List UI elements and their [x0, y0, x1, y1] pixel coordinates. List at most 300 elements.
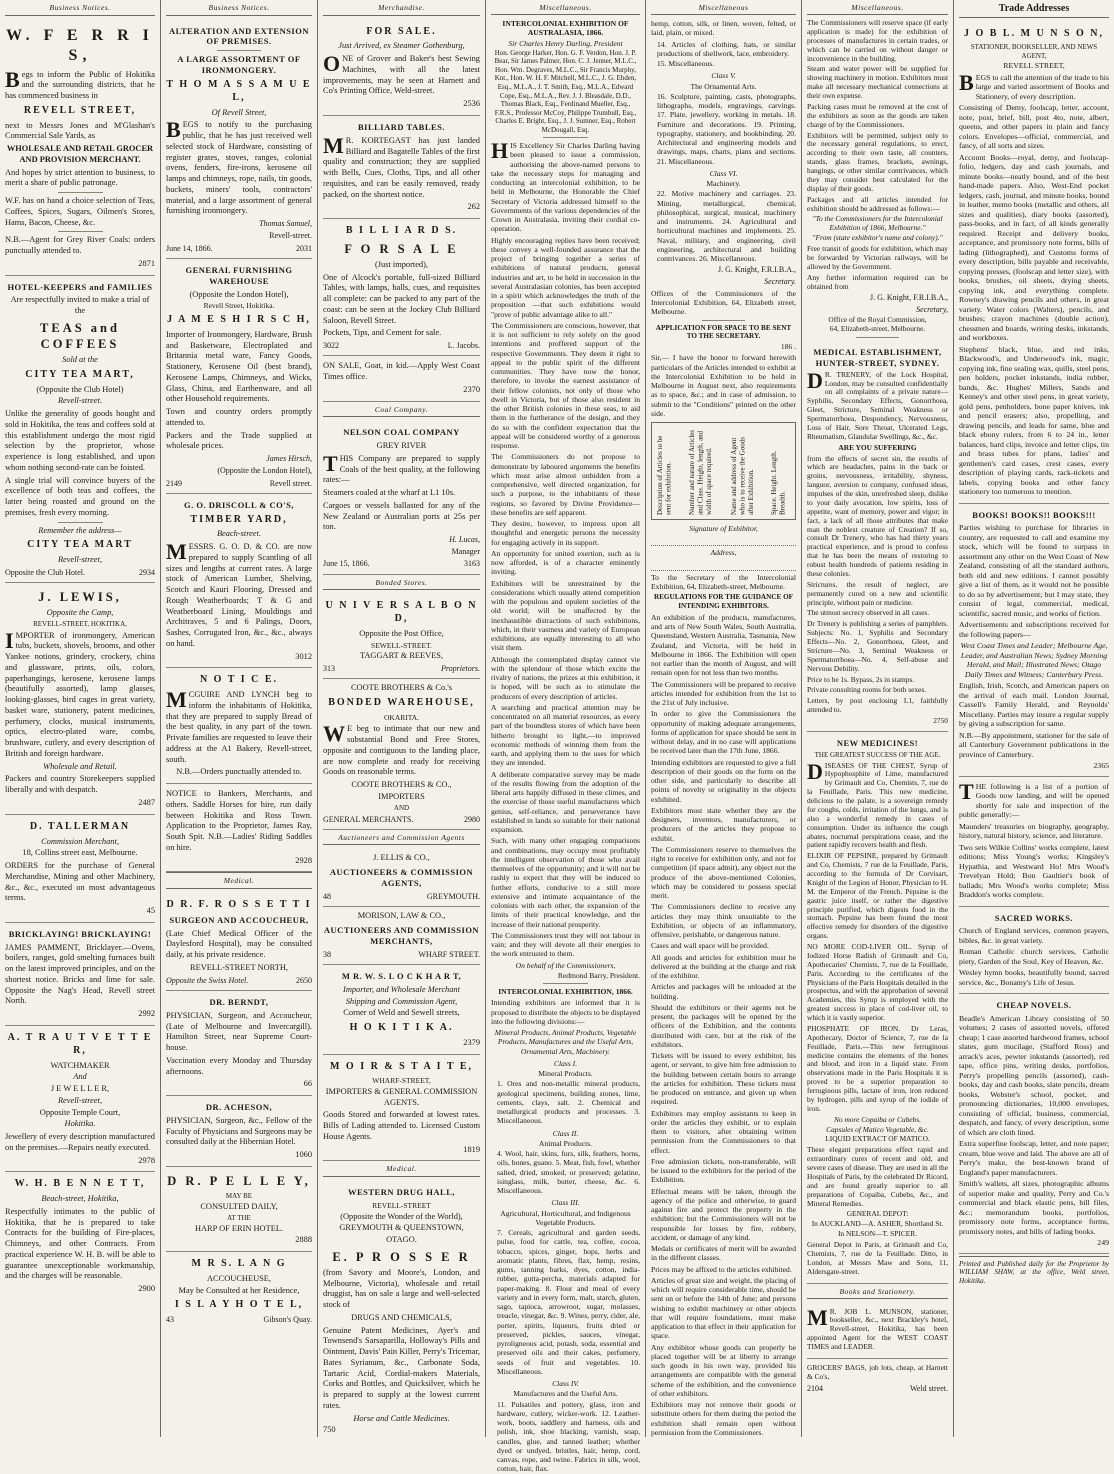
advert-line: REVELL-STREET, HOKITIKA, [33, 619, 127, 628]
regulation: Intending exhibitors are requested to give a full description of their goods on the form on the other side, and particularly to describe all points of novelty or originality in the objects exhibited. [651, 757, 796, 804]
advert-body: Advertisements and subscriptions received for the following papers— [959, 620, 1109, 639]
advert-product: TEAS and COFFEES [40, 320, 120, 351]
advert-sign: L. Jacobs. [447, 341, 480, 351]
advert-footer [323, 892, 480, 902]
advert-body: Church of England services, common prayers, bibles, &c. in great variety. [959, 926, 1109, 945]
advert-body: Beadle's American Library consisting of 50 volumes; 2 cases of assorted novels, offered cheap; 1 case assorted hardwood frames, school slates, gum mucilage, (Stafford Ross) and arrack's aces, pewter inkstands (assorted), red tape, office pins, writing desks, portfolios, Perry's propelling pencils (assorted), cash-books, day and cash books, slate pencils, dream books, Webster's school, pocket, and pronouncing dictionaries, 10,000 envelopes, consisting of official, business, commercial, despatch, and fancy, of every description, some of which are cloth lined. [959, 1013, 1109, 1137]
article-sign: J. G. Knight, F.R.I.B.A., [717, 265, 796, 275]
advert-title: BRICKLAYING! BRICKLAYING! [8, 928, 152, 939]
advert-body: Extra superfine foolscap, letter, and note paper; cream, blue wove and laid. The above are all of Perry's make, the best-known brand of England's paper manufacturers. [959, 1139, 1109, 1177]
article-sign: Secretary. [764, 277, 796, 287]
ellis-advert [323, 849, 480, 907]
advert-title: WESTERN DRUG HALL, [347, 1187, 455, 1198]
class-heading: Class IV. [552, 1379, 579, 1389]
pelley-advert [166, 1167, 312, 1252]
advert-body: from the effects of secret sin, the results of which are headaches, pains in the back or groins, nervousness, irritability, shyness, languor, aversion to company, confused ideas, impulses of the skin, unrefreshed sleep, dislike to your daily avocation, low spirits, loss of appetite, want of memory, power and vigor; in fact, a lack of all those attributes that make man the noblest creature of Creation? If so, consult Dr Trenery, who has had thirty years practical experience, and is proud to confess that he has been the means of restoring to robust health hundreds of patients residing in these colonies. [807, 453, 948, 578]
advert-name: DR. BERNDT, [209, 996, 269, 1007]
article-sign: Secretary, [916, 304, 948, 314]
article-paragraph: Intending exhibitors are informed that it is proposed to distribute the objects to be displayed into the following divisions:— [491, 998, 640, 1026]
advert-list: West Coast Times and Leader; Melbourne Age, Leader, and Australian News; Sydney Morning Herald, and Mail; Illustrated News; Otago Daily Times and Witness; Canterbury Press. [960, 641, 1108, 679]
column-business-notices-1 [0, 0, 161, 1437]
divider [856, 337, 898, 338]
advert-line: Hokitika. [64, 1119, 96, 1129]
advert-line: Just Arrived, ex Steamer Gothenburg, [338, 41, 465, 51]
advert-ref: 2365 [1093, 761, 1109, 771]
advert-trade: STATIONER, BOOKSELLER, AND NEWS AGENT, [970, 43, 1098, 60]
advert-ref: 3022 [323, 341, 339, 351]
advert-line: HARP OF ERIN HOTEL. [194, 1223, 284, 1233]
regulation: Exhibitors must state whether they are the designers, inventors, manufacturers, or producers of the articles they propose to exhibit. [651, 805, 796, 843]
advert-subtitle: DRUGS AND CHEMICALS, [351, 1312, 452, 1322]
advert-line: Opposite the Club Hotel. [5, 567, 85, 577]
hirsch-advert [166, 259, 312, 494]
advert-street: REVELL STREET, [1003, 61, 1065, 71]
advert-ref: 2992 [138, 1009, 155, 1019]
advert-title: ACCOUCHEUSE, [207, 1273, 271, 1283]
advert-footer [323, 815, 480, 825]
samuel-advert [166, 20, 312, 259]
advert-body: MR. JOB L. MUNSON, stationer, bookseller, &c., next Brackley's hotel, Revell-street, Hokitika, has been appointed Agent for the WEST COAST TIMES and LEADER. [807, 1304, 948, 1352]
regulation: Cases and wall space will be provided. [651, 941, 769, 951]
advert-line: Horse and Cattle Medicines. [353, 1413, 450, 1423]
advert-body: next to Messrs Jones and M'Glashan's Commercial Sale Yards, as [5, 120, 155, 141]
advert-body: Letters, by post enclosing L1, faithfully attended to. [807, 696, 948, 715]
column-miscellaneous-1 [486, 0, 646, 1474]
column-header: Business Notices. [166, 0, 312, 16]
advert-ref: 2978 [138, 1155, 155, 1165]
advert-ref: 2149 [166, 478, 182, 488]
advert-name: D. TALLERMAN [29, 820, 131, 832]
advert-body: ONE of Grover and Baker's best Sewing Machines, with all the latest improvements, may be seen at Harnett and Co's Printing Office, Weld-street. [323, 51, 480, 96]
advert-line: GENERAL DEPOT: [846, 1209, 909, 1219]
advert-name: J. ELLIS & CO., [373, 853, 430, 863]
advert-body: Consisting of Demy, foolscap, letter, account, note, post, brief, bill, post 4to, note, albert, queens, and other papers in plain and fancy colors. Envelopes—official, commercial, and fancy, of all sorts and sizes. [959, 103, 1109, 151]
advert-body: THIS Company are prepared to supply Coals of the best quality, at the following rates:— [323, 450, 480, 485]
advert-sign: Manager [451, 547, 480, 557]
advert-title: GENERAL FURNISHING WAREHOUSE [185, 264, 293, 286]
trenery-advert [807, 341, 948, 732]
advert-body: Goods Stored and forwarded at lowest rates. Bills of Lading attended to. Licensed Custom House Agents. [323, 1110, 480, 1141]
advert-body: English, Irish, Scotch, and American papers on the arrival of each mail. London Journal, Cassell's Family Herald, and Reynolds' Miscellany. Parties may insure a regular supply by giving a subscription for same. [959, 681, 1109, 729]
sewing-machine-advert [323, 20, 480, 116]
advert-sign: Proprietors. [440, 664, 480, 673]
advert-body: Smith's wallets, all sizes, photographic albums of superior make and quality, Perry and Co.'s commercial and black elastic pens, bill files, &c.; memorandum books, portfolios, promissory note forms, acceptance forms, promissory notes, and bills of lading books. [959, 1179, 1109, 1236]
advert-sign: GENERAL MERCHANTS. [323, 814, 414, 824]
advert-body: N.B.—By appointment, stationer for the sale of all Canterbury Government publications in the province of Canterbury. [959, 730, 1109, 759]
advert-body: Price to be 1s. Bypass, 2s in stamps. [807, 674, 915, 684]
advert-title: FOR SALE. [366, 25, 437, 37]
advert-body: Account Books—royal, demy, and foolscap-folio, ledgers, day and cash journals, and minute books—neatly bound, and of the best hand-made papers. Also, West-End pocket ledgers, cash, journal, and minute books, bound in leather, memo books (metallic and others, all sizes and qualities), diary books (assorted), pass-books, and in fact, of all kinds generally required. Receipt and delivery books, acceptance, and promissory note forms, bills of lading (lithographed), and Customs forms of every description, bills payable and receivable, copying presses, (foolscap and letter size), with books, brushes, oil sheets, drying sheets, copying ink, and everything complete. Rowney's drawing pencils and others, in great variety. Water colors (Walters), pencils, and brushes; crayon machines (double action), chessmen and boards, writing desks, inkstands, and workboxes. [959, 152, 1109, 343]
address-line [651, 560, 796, 571]
munson-agent-advert [807, 1303, 948, 1359]
class-subheading: Agricultural, Horticultural, and Indigenous Vegetable Products. [500, 1208, 631, 1227]
article-paragraph: Although the contemplated display cannot vie with the splendour of those which excite the rivalry of nations, the prizes at this exhibition, it is hoped, will be such as to stimulate the producers of every description of articles. [491, 654, 640, 701]
advert-name: M O I R & S T A I T E, [329, 1060, 474, 1072]
article-paragraph: An opportunity for united exertion, such as is now afforded, is of a character eminently inviting. [491, 548, 640, 577]
advert-body: Cargoes or vessels ballasted for any of the New Zealand or Australian ports at 25s per ton. [323, 500, 480, 532]
advert-body: PHOSPHATE OF IRON. Dr Leras, Apothecary, Doctor of Science, 7, rue de la Feuillade, Paris.—This new ferruginous medicine contains the elements of the bones and blood, and iron in a liquid state. From observations made in the Paris Hospitals it is proved to be a superior preparation to ferruginous pills, lactate of iron, iron reduced by hydrogen, pills and syrup of the iodide of iron. [807, 1023, 948, 1113]
advert-name: COOTE BROTHERS & Co.'s [350, 683, 453, 693]
advert-body: Pockets, Tips, and Cement for sale. [323, 328, 442, 338]
regulation: Exhibitors will be permitted, subject only to the necessary general regulations, to erect, according to their own taste, all counters, stands, glass frames, brackets, awnings, hangings, or other similar contrivances, which they may consider best calculated for the display of their goods. [807, 130, 948, 193]
article-line: 64, Elizabeth-street, Melbourne. [829, 324, 926, 334]
class-items: 11. Pulsatiles and pottery, glass, iron and hardware, cutlery, wicker-work. 12. Leather-work, boots, saddlery and harness, oils and polish, ink, shoe blacking, varnish, soap, candles, glue, and tanned leather; whether dyed or undyed, bristles, hair, hemp, cord, canvas, rope, and twine. Fabrics in silk, wool, cotton, hair, flax. [497, 1399, 640, 1474]
advert-line: WHARF-STREET, [372, 1076, 431, 1086]
advert-body: (from Savory and Moore's, London, and Melbourne, Victoria), wholesale and retail druggist, has on sale a large and well-selected stock of [323, 1267, 480, 1309]
advert-body: ELIXIR OF PEPSINE, prepared by Grimault and Co, Chemists, 7 rue de la Feuillade, Paris, according to the formula of Dr Corvisart, Knight of the Legion of Honor, Physician to H. M. the Emperor of the French. Pepsine is the gastric juice itself, or rather the digestive principle purified, which digests food in the stomach. Pepsine has been found the most effective remedy for disorders of the digestive organs. [807, 851, 948, 941]
advert-body: Jewellery of every description manufactured on the premises.—Repairs neatly executed. [5, 1132, 155, 1152]
new-medicines-advert [807, 732, 948, 1284]
advert-body: May be Consulted at her Residence, [178, 1285, 300, 1295]
advert-line: GREYMOUTH & QUEENSTOWN, [339, 1223, 464, 1233]
class-heading: Class VI. [709, 168, 738, 178]
advert-body: Steamers coaled at the wharf at L1 10s. [323, 488, 456, 498]
article-paragraph: A searching and practical attention may be concentrated on all material resources, as every part of the boundless stores of which have been hitherto brought to light,—to improved economic methods of winning them from the earth, and applying them to the uses for which they are intended. [491, 702, 640, 768]
advert-sign: H. Lucas, [449, 535, 480, 545]
class-heading: Class V. [711, 71, 736, 81]
regulation: All goods and articles for exhibition must be delivered at the building at the charge and risk of the exhibitor. [651, 952, 796, 981]
advert-footer [166, 976, 312, 986]
advert-body: Stephens' black, blue, and red inks, Blackwood's, and Underwood's ink, magic, copying ink, fine sealing wax, quills, steel pens, pen holders, pocket inkstands, india rubber, bands, &c. Hughes' Millers, Sands and Kenney's and other steel pens, in great variety, gold pens, penholders, bone paper knives, ink and pencil erasers; also, propelling, and drawing pencils, and leads for same, blue and black ebony rulers, from 6 to 24 in., letter balances, hard clips, invoice and letter clips, tin and brass tubes for plans, ladies' and gentlemen's card cases, crest cases, every description of playing cards, rack-tickets and labels, copying books and other fancy stationery too numerous to mention. [959, 344, 1109, 497]
advert-body: And hopes by strict attention to business, to merit a share of public patronage. [5, 167, 155, 188]
regulation: Should the exhibitors or their agents not be present, the packages will be opened by the officers of the Exhibition, and the contents distributed with care, but at the risk of the exhibitors. [651, 1002, 796, 1049]
regulation: Free transit of goods for exhibition, which may be forwarded by Victorian railways, will be allowed by the Government. [807, 244, 948, 271]
advert-body: IMPORTER of ironmongery, American tubs, buckets, shovels, brooms, and other Yankee notions, grindery, crockery, china and glassware, prints, oils, colors, paperhangings, kerosene, kerosene lamps (beautifully assorted), lamp glasses, looking-glasses, bird cages in great variety, basket ware, stationery, patent medicines, perfumery, clocks, musical instruments, optics, electro-plated ware, combs, brushware, cutlery, and every description of British and foreign hardware. [5, 627, 155, 758]
form-date: 186 . [780, 342, 796, 352]
advert-body: Importer of Ironmongery, Hardware, Brush and Basketware, Electroplated and Britannia metal ware, Fancy Goods, Stationery, Kerosene Oil (best brand), Kerosene Lamps, Chimneys, and Wicks, Glass, China, and Earthenware, and all other Household requirements. [166, 329, 312, 404]
advert-ref: 2980 [464, 814, 480, 824]
advert-line: REVELL-STREET NORTH, [190, 962, 288, 972]
advert-ref: 249 [1097, 1238, 1109, 1248]
advert-subtitle: F O R S A L E [344, 241, 459, 256]
universal-bond-advert [323, 594, 480, 679]
form-recipient: To the Secretary of the Intercolonial Exhibition, 64, Elizabeth-street, Melbourne. [651, 572, 796, 591]
advert-footer [807, 1384, 948, 1394]
advert-body: MESSRS. G. O. D. & CO. are now prepared to supply Scantling of all sizes and lengths at current rates. A large stock of American Lumber, Shelving, Scotch and Kauri Flooring, Dressed and Rough Weatherboards; T & G and Weatherboard Lining, Mouldings and Architraves, 5 and 6 Palings, Doors, Sashes, Corrugated Iron, &c., &c., always on hand. [166, 539, 312, 648]
advert-line: Corner of Weld and Sewell streets, [343, 1008, 460, 1018]
section-header: Books and Stationery. [807, 1284, 948, 1299]
advert-line: Capsules of Matico Vegetable, &c. [826, 1124, 929, 1134]
advert-ref: 48 [323, 891, 331, 901]
regulation: Packing cases must be removed at the cost of the exhibitors as soon as the goods are taken charge of by the Commissioners. [807, 101, 948, 129]
advert-shop: CITY TEA MART, [25, 368, 135, 380]
advert-body: BEGS to notify to the purchasing public, that he has just received well selected stock of Hardware, consisting of register grates, stoves, ranges, colonial ovens, fenders, fire-irons, kerosene oil lamps and chimneys, rope, nails, tin goods, buckets, miners' tools, contractors' material, and a large assortment of general furnishing ironmongery. [166, 117, 312, 216]
advert-body: Strictures, the result of neglect, are permanently cured on a new and scientific principle, without pain or medicine. [807, 579, 948, 607]
advert-name: MORISON, LAW & CO., [357, 911, 446, 921]
advert-body: Begs to inform the Public of Hokitika and the surrounding districts, that he has commenced business in [5, 66, 155, 101]
advert-footer [5, 568, 155, 578]
advert-body: Vaccination every Monday and Thursday afternoons. [166, 1055, 312, 1076]
advert-name: M R. W. S. L O C K H A R T, [341, 970, 462, 981]
advert-body: Wesley hymn books, beautifully bound, sacred service, &c., Bonamy's Life of Jesus. [959, 968, 1109, 987]
advert-line: Weld street. [909, 1383, 948, 1393]
advert-ref: 750 [323, 1425, 336, 1435]
driscoll-advert [166, 494, 312, 669]
article-sign: J. G. Knight, F.R.I.B.A., [869, 293, 948, 303]
advert-name: G. O. DRISCOLL & CO'S, [184, 499, 294, 510]
regulation: Medals or certificates of merit will be awarded in the different classes. [651, 1244, 796, 1263]
section-header: Bonded Stores. [323, 575, 480, 591]
advert-line: Importer, and Wholesale Merchant [343, 984, 460, 994]
advert-body: Roman Catholic church services, Catholic piety, Garden of the Soul, Key of Heaven, &c. [959, 947, 1109, 966]
advert-line: Of Revell Street, [211, 107, 267, 117]
advert-sign: TAGGART & REEVES, [359, 651, 444, 661]
advert-line: Opposite Temple Court, [39, 1107, 121, 1117]
advert-line: AT THE [227, 1213, 251, 1222]
advert-trade: WHOLESALE AND RETAIL GROCER AND PROVISION MERCHANT. [6, 144, 154, 164]
advert-body: WE beg to intimate that our new and substantial Bond and Free Stores, opposite and contiguous to the landing place, are now complete and ready for receiving Goods on reasonable terms. [323, 721, 480, 777]
advert-line: REVELL-STREET [372, 1200, 431, 1210]
divider [702, 320, 746, 321]
advert-ref: 2536 [463, 99, 480, 109]
bennett-advert [5, 1172, 155, 1300]
advert-footer [323, 950, 480, 960]
regulation: Tickets will be issued to every exhibitor, his agent, or servant, to give him free admission to the building between certain hours to arrange the articles for exhibition. These tickets must be produced on entrance, and given up when required. [651, 1051, 796, 1107]
application-form-table [651, 422, 796, 520]
advert-body: Packers and the Trade supplied at wholesale prices. [166, 430, 312, 451]
advert-body: NO MORE COD-LIVER OIL. Syrup of Iodized Horse Radish of Grimault and Co, Apothecaries' Chemists, 7, rue de la Feuillade, Paris. According to the certificates of the Physicians of the Paris Hospitals detailed in the prospectus, and with the approbation of several Academies, this Syrup is employed with the greatest success in place of cod-liver oil, to which it is vastly superior. [807, 942, 948, 1023]
advert-line: Shipping and Commission Agent, [345, 996, 458, 1006]
advert-line: 18, Collins street east, Melbourne. [22, 848, 138, 858]
advert-body: Town and country orders promptly attended to. [166, 407, 312, 427]
column-header: Miscellaneous [651, 0, 796, 15]
advert-ref: 2928 [295, 855, 312, 865]
class-items: 14. Articles of clothing, hats, or similar productions of shellwork, lace, embroidery. [657, 39, 796, 58]
class-subheading: Mineral Products. [538, 1069, 593, 1079]
divider [543, 137, 588, 138]
form-column-label: Number and nature of Articles and Class. Height, length, and width of space required. [688, 430, 714, 516]
form-column-label: Space. Height. Length. Breadth. [770, 450, 787, 516]
munson-advert [959, 22, 1109, 504]
advert-body: PHYSICIAN, Surgeon, &c., Fellow of the Faculty of Physicians and Surgeons may be consulted daily at the Hibernian Hotel. [166, 1115, 312, 1147]
advert-body: Two sets Wilkie Collins' works complete, latest editions; Miss Young's works; Kingsley's Hypathia, and Westward Ho! Mrs Wood's Trevelyan Hold; Bon Gaultier's book of ballads; Mrs Wood's works complete; Miss Braddon's works complete. [959, 842, 1109, 900]
advert-ref: 1819 [463, 1144, 480, 1154]
advert-line: Opposite the Post Office, [359, 628, 444, 638]
advert-body: (Late Chief Medical Officer of the Daylesford Hospital), may be consulted daily, at his private residence. [166, 928, 312, 960]
advert-title: NEW MEDICINES! [836, 737, 919, 748]
advert-line: I S L A Y H O T E L, [174, 1299, 304, 1311]
class-items: 22. Motive machinery and carriages. 23. Mining, metallurgical, chemical, philosophical, surgical, musical, machinery and instruments. 24. Agricultural and horticultural machines and implements. 25. Naval, military, and engineering, civil engineering, architectural and building contrivances. 26. Miscellaneous. [657, 189, 796, 264]
advert-line: (Just imported), [374, 259, 429, 269]
advert-body: Are respectfully invited to make a trial of the [10, 295, 150, 316]
advert-sign: Revell-street. [269, 231, 312, 241]
advert-ref: 38 [323, 949, 331, 959]
advert-body: BEGS to call the attention of the trade to his large and varied assortment of Books and Stationery, of every description. [959, 69, 1109, 101]
advert-name: E. P R O S S E R [332, 1249, 471, 1264]
morison-advert [323, 907, 480, 965]
advert-line: Revell Street, Hokitika. [203, 301, 275, 311]
regulations-title: REGULATIONS FOR THE GUIDANCE OF INTENDING EXHIBITORS. [653, 593, 794, 610]
acheson-advert [166, 1096, 312, 1167]
advert-body: Parties wishing to purchase for libraries in country, are requested to call and examine my stock, which will be found to surpass in assortment any other on the West Coast of New Zealand, consisting of all the standard authors, both old and new editions. I cannot possibly give a list of them, as it would not be possible to do so by advertisement; but I may state, they consist of legal, commercial, medical, scientific, sacred music, and works of fiction. [959, 523, 1109, 618]
advert-trade: WATCHMAKER [50, 1060, 110, 1070]
advert-body: JAMES PAMMENT, Bricklayer.—Ovens, boilers, ranges, gold smelting furnaces built on the latest improved principles, and on the shortest notice. Bricks and lime for sale. Opposite the Nag's Head, Revell street North. [5, 942, 155, 1006]
advert-line: (Opposite the Wonder of the World), [340, 1211, 463, 1221]
advert-ref: 3012 [295, 651, 312, 661]
section-header: Medical. [166, 872, 312, 889]
regulation: Effectual means will be taken, through the agency of the police and otherwise, to guard against fire and protect the property in the exhibition; but the Commissioners will not be responsible for losses by fire, robbery, accident, or damage of any kind. [651, 1186, 796, 1242]
advert-date: June 14, 1866. [166, 243, 213, 253]
article-paragraph: Highly encouraging replies have been received; these convey a well-founded assurance that the project of bringing together a series of exhibitions of natural products, general industries and art, to be held in succession in the several Australasian colonies, has been accepted in a spirit which acknowledges the truth of the proposition —that such exhibitions would "prove of public advantage alike to all." [491, 235, 640, 319]
divider [217, 50, 261, 51]
advert-title: U N I V E R S A L B O N D, [325, 600, 478, 625]
trautvetter-advert [5, 1026, 155, 1172]
column-header: Trade Addresses [959, 0, 1109, 18]
section-header: Medical. [323, 1161, 480, 1177]
advert-body: A single trial will convince buyers of the excellence of both teas and coffees, the latter being roasted and ground on the premises, fresh every morning. [5, 475, 155, 517]
divider [58, 231, 103, 232]
article-sign: Redmond Barry, President. [557, 970, 640, 980]
saddle-horses-advert [166, 784, 312, 872]
class-heading: Class III. [551, 1198, 580, 1208]
advert-body: DR. TRENERY, of the Lock Hospital, London, may be consulted confidentially on all complaints of a private nature—Syphilis, Secondary Effects, Gonorrhoea, Gleet, Stricture, Seminal Weakness or Spermatorrhoea, Despondency, Nervousness, Loss of Hair, Sore Throat, Ulcerated Legs, Rheumatism, Glandular Swellings, &c., &c. [807, 367, 948, 441]
class-subheading: Machinery. [706, 179, 741, 189]
lang-advert [166, 1252, 312, 1329]
advert-title: ALTERATION AND EXTENSION OF PREMISES. [168, 25, 309, 47]
advert-sign: Revell street. [269, 478, 312, 488]
column-header: Business Notices. [5, 0, 155, 16]
section-header: Coal Company. [323, 402, 480, 418]
advert-line: H O K I T I K A. [349, 1022, 454, 1033]
column-header: Miscellaneous. [491, 0, 640, 15]
advert-ref: 66 [303, 1079, 312, 1089]
advert-body: Dr Trenery is publishing a series of pamphlets. Subjects: No. 1, Syphilis and Secondary Effects—No. 2, Gonorrhoea, Gleet, and Stricture—No. 3, Seminal Weakness or Spermatorrhoea—No. 4, Self-abuse and Nervous Debility. [807, 619, 948, 673]
divider [58, 522, 103, 523]
advert-title: N O T I C E. [199, 674, 279, 686]
advert-sign: COOTE BROTHERS & CO., [351, 780, 452, 790]
section-header: Auctioneers and Commission Agents [323, 830, 480, 846]
article-line: Office of the Royal Commission, [828, 314, 927, 324]
advert-shop: CITY TEA MART [27, 539, 133, 551]
drug-hall-advert [323, 1181, 480, 1440]
pamment-advert [5, 923, 155, 1026]
advert-ref: 45 [146, 906, 155, 916]
advert-title: CHEAP NOVELS. [996, 1000, 1072, 1011]
divider [58, 192, 103, 193]
regulation: The Commissioners will be prepared to receive articles intended for exhibition from the 1st to the 21st of July inclusive. [651, 679, 796, 708]
advert-title: SACRED WORKS. [994, 912, 1074, 923]
regulation: Any exhibitor whose goods can properly be placed together will be at liberty to arrange such goods in his own way, provided his arrangements are compatible with the general scheme of the exhibition, and the convenience of other exhibitors. [651, 1342, 796, 1398]
coote-advert [323, 679, 480, 830]
rossetti-advert [166, 893, 312, 991]
form-column-label: Name and address of Agent who is to receive the Goods after Exhibition. [730, 437, 756, 516]
advert-ref: 2379 [463, 1037, 480, 1047]
berndt-advert [166, 991, 312, 1096]
regulation: Articles of great size and weight, the placing of which will require considerable time, should be sent on or before the 14th of June; and persons wishing to exhibit machinery or other objects that will require foundations, must make application to that effect in their application for space. [651, 1275, 796, 1341]
advert-footer [323, 664, 480, 674]
advert-ref: 43 [166, 1315, 174, 1325]
article-paragraph: Offices of the Commissioners of the Intercolonial Exhibition, 64, Elizabeth street, Melbourne. [651, 288, 796, 317]
advert-line: No more Copaiba or Cubebs. [834, 1114, 921, 1124]
column-header: Merchandise. [323, 0, 480, 16]
advert-title: MEDICAL ESTABLISHMENT, HUNTER-STREET, SYDNEY. [813, 347, 942, 368]
advert-name: D R. P E L L E Y, [167, 1173, 311, 1188]
ferris-advert [5, 20, 155, 276]
advert-line: (Opposite the Club Hotel) [36, 384, 124, 394]
lewis-advert [5, 583, 155, 815]
advert-line: Revell-street, [57, 555, 103, 565]
regulation: Prices may be affixed to the articles exhibited. [651, 1264, 792, 1274]
advert-title: BILLIARD TABLES. [357, 121, 446, 132]
advert-line: Revell-street. [57, 396, 103, 406]
advert-line: GREY RIVER [376, 441, 427, 451]
advert-body: MCGUIRE AND LYNCH beg to inform the inhabitants of Hokitika, that they are prepared to supply Bread of the best quality, in any part of the town. Private families are requested to leave their address at the A1 Bakery, Revell-street, south. [166, 687, 312, 764]
article-paragraph: Exhibitors will be unrestrained by the considerations which usually attend competition with the populous and opulent societies of the old world; will be unaffected by the inexhaustible distractions of such exhibitions, which, in their vastness and variety of European exhibitions, are equally interesting to all who visit them. [491, 578, 640, 653]
column-merchandise [318, 0, 486, 1437]
advert-note: Packers and country Storekeepers supplied liberally and with despatch. [5, 774, 155, 795]
lockhart-advert [323, 965, 480, 1055]
commissioner-list: Hon. George Harker, Hon. G. F. Verdon, Hon. J. P. Bear, Sir James Palmer, Hon. C. J. Jenner, M.L.C., Hon. Wm. Degraves, M.L.C., Sir Francis Murphy, Knt., Hon. W. H. F. Mitchell, M.L.C., J. G. Ebden, Esq., M.L.A., J. T. Smith, Esq., M.L.A., Edward Cope, Esq., M.L.A., Rev. J. J. Bleasdale, D.D., Thomas Black, Esq., Ferdinand Mueller, Esq., F.R.S., Professor McCoy, Philippe Trumbull, Esq., Charles E. Bright, Esq., J. J. Sumner, Esq., Robert McDougall, Esq. [494, 48, 637, 134]
advert-line: And [73, 1072, 87, 1082]
tallerman-advert [5, 815, 155, 923]
advert-footer [166, 244, 312, 254]
class-heading: Class II. [552, 1128, 579, 1138]
article-paragraph: The Commissioners do not propose to demonstrate by laboured arguments the benefits which must arise almost unbidden from a comprehensive, well directed organization, for such a purpose, to the inhabitants of these regions, so favored by Divine Providence—these benefits are self apparent. [491, 452, 640, 517]
advert-name: D R. F. R O S S E T T I [166, 899, 312, 911]
class-subheading: The Ornamental Arts. [690, 81, 757, 91]
advert-title: AUCTIONEERS AND COMMISSION MERCHANTS, [323, 924, 480, 946]
column-miscellaneous-3 [802, 0, 954, 1437]
regulation: Articles and packages will be unloaded at the building. [651, 982, 796, 1001]
advert-body: The utmost secrecy observed in all cases. [807, 608, 930, 618]
class-subheading: Manufactures and the Useful Arts. [513, 1389, 618, 1399]
advert-line: GREYMOUTH. [426, 891, 480, 901]
advert-title: NELSON COAL COMPANY [343, 427, 460, 438]
advert-ref: 2031 [296, 243, 312, 253]
city-tea-mart-advert [5, 276, 155, 583]
column-business-notices-2 [161, 0, 318, 1437]
column-header: Miscellaneous. [807, 0, 948, 15]
advert-line: Revell-street, [57, 1095, 103, 1105]
regulation: Exhibitors may employ assistants to keep in order the articles they exhibit, or to explain them to visitors, after obtaining written permission from the Commissioners to that effect. [651, 1108, 796, 1155]
advert-ref: 1060 [295, 1150, 312, 1160]
advert-ref: 2750 [933, 716, 948, 726]
signature-line [651, 535, 796, 546]
regulation: The Commissioners decline to receive any articles they may think unsuitable to the Exhibition, or objects of an inflammatory, offensive, perishable, or dangerous nature. [651, 902, 796, 940]
advert-ref: 2934 [139, 567, 155, 577]
advert-note: N.B.—Agent for Grey River Coals: orders punctually attended to. [5, 235, 155, 256]
advert-ref: 2871 [138, 258, 155, 268]
advert-line: MAY BE [225, 1191, 253, 1200]
grocers-bags-advert [807, 1359, 948, 1397]
advert-body: NOTICE to Bankers, Merchants, and others. Saddle Horses for hire, run daily between Hokitika and Ross Town. Application to the Proprietor, James Ray, South Spit. N.B.—Ladies' Riding Saddles on hire. [166, 789, 312, 852]
class-items: 15. Miscellaneous. [657, 59, 715, 69]
advert-body: ON SALE, Goat, in kid.—Apply West Coast Times office. [323, 361, 480, 382]
advert-body: Unlike the generality of goods bought and sold in Hokitika, the teas and coffees sold at this establishment undergo the most rigid selection by the proprietor, whose experience is long established, and upon whom nothing second-rate can be foisted. [5, 409, 155, 472]
advert-body: Respectfully intimates to the public of Hokitika, that he is prepared to take Contracts for the building of Fire-places, Chimneys, and other Contracts. From practical experience W. H. B. will be able to guarantee unexceptionable workmanship, and the charges will be reasonable. [5, 1206, 155, 1281]
advert-body: Private consulting rooms for both sexes. [807, 685, 927, 695]
class-items: 1. Ores and non-metallic mineral products, geological specimens, building stones, lime, cements, clays, salt. 2. Chemical and metallurgical products and processes. 3. Miscellaneous. [497, 1079, 640, 1126]
form-signature-label: Signature of Exhibitor, [689, 524, 758, 534]
class-items: 7. Cereals, agricultural and garden seeds, pulse, food for cattle, tea, coffee, cocoa, tobacco, spices, ginger, hops, herbs and aromatic plants, fibres, flax, hemp, resins, gums, tanning barks, dyes, cotton, india-rubber, gutta-percha, materials adapted for paper-making. 8. Flour and meal of every variety and in every form, malt, starch, gluten, sago, tapioca, arrowroot, sugar, molasses, treacle, vinegar, &c. 9. Wines, perry, cider, ale, porter, spirits, liqueurs, fruits dried or preserved, pickles, sauces, vinegar, pyroligneous acid, potash, soda, essential and preserved oils and their cakes, perfumery, seeds of fruit and vegetables. 10. Miscellaneous. [497, 1228, 640, 1376]
advert-sign: IMPORTERS [378, 791, 425, 801]
advert-footer [166, 479, 312, 489]
printer-imprint: Printed and Published daily for the Proprietor by WILLIAM SHAW, at the office, Weld street, Hokitika. [959, 1256, 1109, 1286]
advert-subtitle: ARE YOU SUFFERING [838, 442, 917, 452]
advert-sign: James Hirsch, [266, 454, 312, 464]
advert-note: W.F. has on hand a choice selection of Teas, Coffees, Spices, Sugars, Oilmen's Stores, Hams, Bacon, Cheese, &c. [5, 196, 155, 227]
regulation: The Commissioners reserve to themselves the right to receive for exhibition only, and not for competition (if space admit), any object not the produce of the above-mentioned Colonies, which may be considered to possess special merit. [651, 844, 796, 901]
column-miscellaneous-2 [646, 0, 802, 1437]
advert-name: DR. ACHESON, [205, 1102, 273, 1113]
advert-subtitle: A LARGE ASSORTMENT OF IRONMONGERY. [177, 54, 301, 76]
advert-footer [323, 559, 480, 569]
column-trade-addresses [954, 0, 1114, 1437]
article-paragraph: Such, with many other engaging comparisons and combinations, may occupy most profitably the intelligent observation of those who avail themselves of the opportunity; and it will not be rashly to expect that they will be induced to further efforts, conducive to a still more extensive and intimate acquaintance of the colonists with each other, the expansion of the limits of their practical knowledge, and the increase of their national prosperity. [491, 836, 640, 929]
advert-body: Maunders' treasuries on biography, geography, history, natural history, science, and literature. [959, 821, 1109, 841]
kortegast-advert [323, 116, 480, 219]
moir-staite-advert [323, 1055, 480, 1162]
